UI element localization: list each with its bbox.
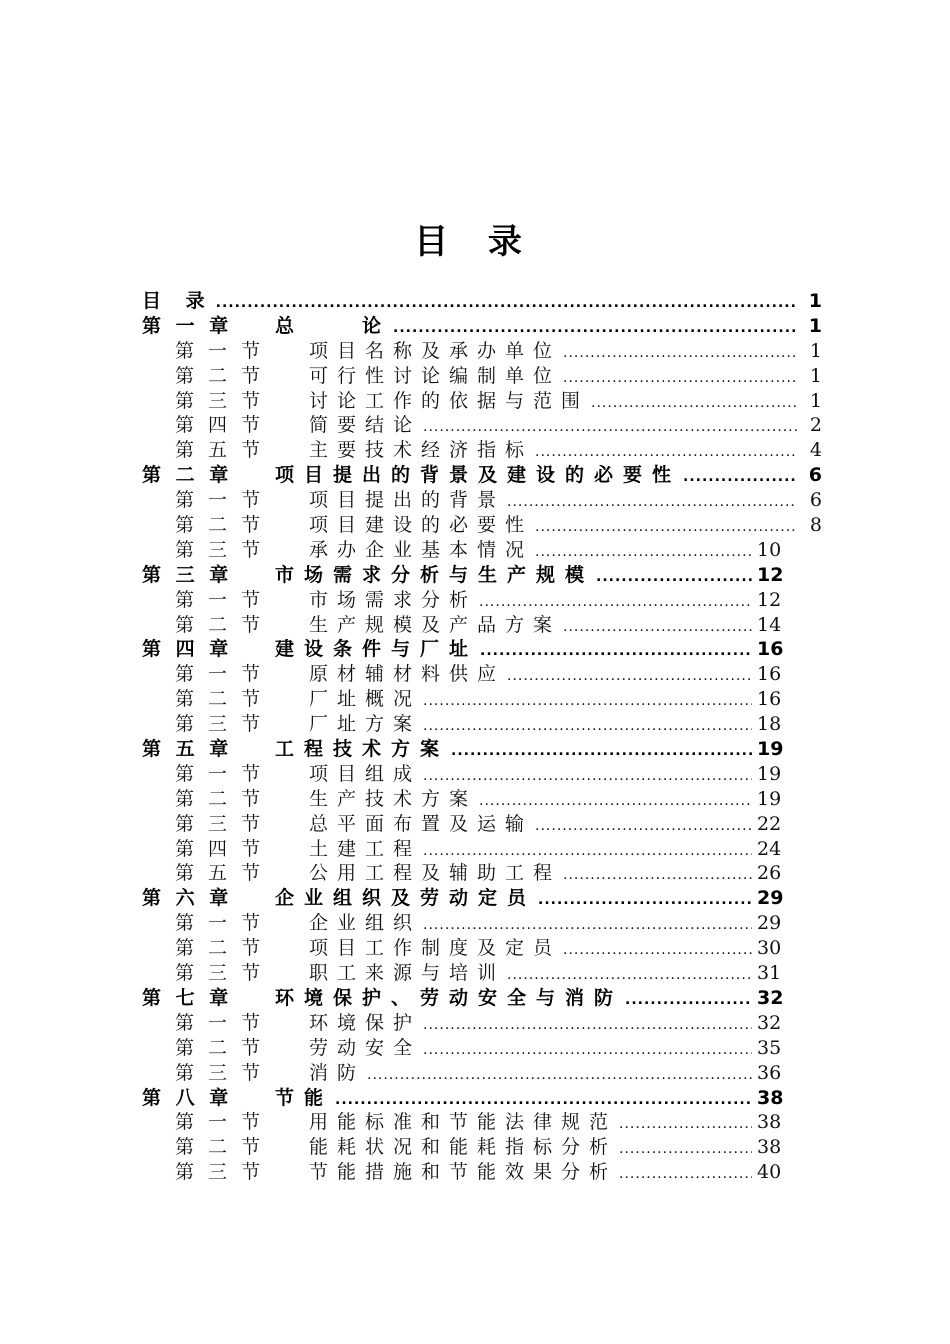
toc-entry-number: 第 二 节: [175, 1136, 265, 1159]
dot-leader: [423, 714, 752, 739]
dot-leader: [367, 1063, 752, 1088]
toc-entry-title: 消防: [309, 1061, 366, 1084]
toc-section-entry[interactable]: [142, 364, 822, 389]
dot-leader: [619, 1137, 752, 1162]
toc-entry-number: 第 一 节: [175, 339, 265, 362]
toc-page-number: 14: [757, 613, 782, 636]
dot-leader: [563, 366, 797, 391]
toc-entry-title: 项目工作制度及定员: [309, 937, 562, 960]
dot-leader: [451, 739, 752, 764]
toc-entry-number: 第 一 章: [142, 314, 233, 337]
toc-section-entry[interactable]: [142, 538, 822, 563]
toc-page-number: 1: [808, 314, 822, 337]
toc-entry-number: 第 二 节: [175, 514, 265, 537]
toc-page-number: 19: [757, 738, 784, 761]
toc-entry-number: 第 八 章: [142, 1086, 233, 1109]
toc-entry-title: 总 论: [275, 314, 392, 337]
toc-entry-title: 市场需求分析: [309, 588, 478, 611]
toc-chapter-entry[interactable]: [142, 1086, 822, 1111]
toc-page-number: 40: [757, 1161, 782, 1184]
toc-page-number: 22: [757, 812, 782, 835]
dot-leader: [625, 988, 752, 1013]
toc-entry-title: 承办企业基本情况: [309, 538, 534, 561]
toc-page-number: 16: [757, 663, 782, 686]
toc-page-number: 19: [757, 762, 782, 785]
toc-entry-number: 第 五 节: [175, 439, 265, 462]
table-of-contents: [142, 289, 822, 1185]
toc-page-number: 36: [757, 1061, 782, 1084]
toc-entry-number: 第 二 节: [175, 1036, 265, 1059]
toc-page-number: 6: [808, 464, 822, 487]
page-title: 目 录: [414, 222, 536, 262]
toc-entry-title: 项目建设的必要性: [309, 514, 534, 537]
dot-leader: [423, 764, 752, 789]
toc-section-entry[interactable]: [142, 662, 822, 687]
toc-page-number: 1: [809, 389, 822, 412]
toc-page-number: 4: [809, 439, 822, 462]
toc-entry-number: 第 一 节: [175, 1011, 265, 1034]
toc-entry-title: 企业组织及劳动定员: [275, 887, 537, 910]
toc-entry-title: 土建工程: [309, 837, 422, 860]
toc-section-entry[interactable]: [142, 438, 822, 463]
toc-entry-title: 建设条件与厂址: [275, 638, 479, 661]
toc-page-number: 32: [757, 986, 784, 1009]
toc-entry-title: 项目提出的背景: [309, 489, 506, 512]
toc-entry-number: 第 五 章: [142, 738, 233, 761]
toc-entry-title: 可行性讨论编制单位: [309, 364, 562, 387]
toc-entry-number: 第 一 节: [175, 663, 265, 686]
toc-entry-number: 第 三 章: [142, 563, 233, 586]
toc-page-number: 8: [809, 514, 822, 537]
toc-page-number: 1: [809, 364, 822, 387]
toc-section-entry[interactable]: [142, 762, 822, 787]
toc-section-entry[interactable]: [142, 389, 822, 414]
toc-page-number: 1: [809, 339, 822, 362]
toc-entry-title: 项目组成: [309, 762, 422, 785]
toc-entry-number: 第 四 节: [175, 414, 265, 437]
toc-entry-number: 第 二 节: [175, 787, 265, 810]
dot-leader: [216, 291, 797, 316]
toc-entry-title: 工程技术方案: [275, 738, 450, 761]
toc-entry-title: 节能措施和节能效果分析: [309, 1161, 618, 1184]
toc-page-number: 35: [757, 1036, 782, 1059]
toc-entry-title: 职工来源与培训: [309, 962, 506, 985]
dot-leader: [538, 888, 752, 913]
toc-entry-title: 公用工程及辅助工程: [309, 862, 562, 885]
dot-leader: [535, 814, 752, 839]
dot-leader: [480, 639, 752, 664]
dot-leader: [423, 689, 752, 714]
toc-page-number: 29: [757, 887, 784, 910]
toc-entry-number: 第 三 节: [175, 389, 265, 412]
toc-section-entry[interactable]: [142, 613, 822, 638]
toc-entry-title: 厂址方案: [309, 713, 422, 736]
toc-page-number: 26: [757, 862, 782, 885]
toc-entry-title: 目 录: [142, 290, 214, 312]
toc-page-number: 10: [757, 538, 782, 561]
dot-leader: [596, 565, 752, 590]
toc-entry-title: 能耗状况和能耗指标分析: [309, 1136, 618, 1159]
toc-entry-title: 生产规模及产品方案: [309, 613, 562, 636]
toc-page-number: 12: [757, 563, 784, 586]
dot-leader: [683, 465, 797, 490]
toc-chapter-entry[interactable]: [142, 314, 822, 339]
toc-chapter-entry[interactable]: [142, 986, 822, 1011]
toc-section-entry[interactable]: [142, 911, 822, 936]
toc-entry-title: 市场需求分析与生产规模: [275, 563, 595, 586]
dot-leader: [563, 938, 752, 963]
toc-entry-title: 项目提出的背景及建设的必要性: [275, 464, 682, 487]
dot-leader: [423, 913, 752, 938]
dot-leader: [479, 590, 752, 615]
toc-section-entry[interactable]: [142, 961, 822, 986]
toc-section-entry[interactable]: [142, 413, 822, 438]
toc-entry-title: 企业组织: [309, 912, 422, 935]
toc-entry-title: 原材辅材料供应: [309, 663, 506, 686]
toc-entry-number: 第 二 节: [175, 613, 265, 636]
toc-entry-number: 第 一 节: [175, 762, 265, 785]
toc-entry-number: 第 二 节: [175, 688, 265, 711]
toc-section-entry[interactable]: [142, 588, 822, 613]
toc-section-entry[interactable]: [142, 339, 822, 364]
toc-section-entry[interactable]: [142, 488, 822, 513]
dot-leader: [507, 490, 797, 515]
toc-entry-number: 第 五 节: [175, 862, 265, 885]
toc-section-entry[interactable]: [142, 1011, 822, 1036]
toc-entry-number: 第 七 章: [142, 986, 233, 1009]
toc-page-number: 30: [757, 937, 782, 960]
toc-entry-title: 讨论工作的依据与范围: [309, 389, 590, 412]
toc-page-number: 2: [809, 414, 822, 437]
toc-entry-number: 第 一 节: [175, 1111, 265, 1134]
toc-entry-title: 项目名称及承办单位: [309, 339, 562, 362]
dot-leader: [335, 1088, 752, 1113]
toc-top-entry[interactable]: [142, 289, 822, 314]
toc-entry-number: 第 二 章: [142, 464, 233, 487]
toc-section-entry[interactable]: [142, 812, 822, 837]
toc-entry-title: 生产技术方案: [309, 787, 478, 810]
toc-page-number: 29: [757, 912, 782, 935]
dot-leader: [507, 963, 752, 988]
toc-page-number: 18: [757, 713, 782, 736]
toc-page-number: 38: [757, 1086, 784, 1109]
toc-section-entry[interactable]: [142, 687, 822, 712]
dot-leader: [563, 341, 797, 366]
toc-page-number: 31: [757, 962, 782, 985]
dot-leader: [619, 1112, 752, 1137]
toc-entry-title: 简要结论: [309, 414, 422, 437]
toc-entry-title: 环境保护、劳动安全与消防: [275, 986, 624, 1009]
toc-section-entry[interactable]: [142, 513, 822, 538]
toc-page-number: 32: [757, 1011, 782, 1034]
dot-leader: [563, 615, 752, 640]
toc-entry-title: 主要技术经济指标: [309, 439, 534, 462]
toc-entry-title: 节能: [275, 1086, 334, 1109]
dot-leader: [535, 540, 752, 565]
toc-section-entry[interactable]: [142, 837, 822, 862]
dot-leader: [563, 863, 752, 888]
toc-entry-number: 第 六 章: [142, 887, 233, 910]
toc-entry-number: 第 三 节: [175, 812, 265, 835]
dot-leader: [535, 515, 797, 540]
toc-page-number: 1: [808, 290, 822, 312]
toc-page-number: 19: [757, 787, 782, 810]
toc-section-entry[interactable]: [142, 861, 822, 886]
toc-page-number: 16: [757, 688, 782, 711]
toc-entry-number: 第 一 节: [175, 588, 265, 611]
toc-section-entry[interactable]: [142, 1036, 822, 1061]
dot-leader: [423, 415, 797, 440]
toc-entry-title: 总平面布置及运输: [309, 812, 534, 835]
dot-leader: [393, 316, 797, 341]
toc-section-entry[interactable]: [142, 1160, 822, 1185]
toc-entry-number: 第 四 章: [142, 638, 233, 661]
toc-section-entry[interactable]: [142, 936, 822, 961]
dot-leader: [479, 789, 752, 814]
toc-page-number: 38: [757, 1136, 782, 1159]
toc-entry-number: 第 三 节: [175, 538, 265, 561]
toc-section-entry[interactable]: [142, 1110, 822, 1135]
toc-entry-title: 用能标准和节能法律规范: [309, 1111, 618, 1134]
toc-entry-number: 第 三 节: [175, 713, 265, 736]
toc-chapter-entry[interactable]: [142, 886, 822, 911]
toc-section-entry[interactable]: [142, 1135, 822, 1160]
toc-entry-number: 第 一 节: [175, 912, 265, 935]
toc-entry-title: 劳动安全: [309, 1036, 422, 1059]
toc-entry-number: 第 三 节: [175, 1061, 265, 1084]
toc-entry-number: 第 二 节: [175, 364, 265, 387]
toc-section-entry[interactable]: [142, 712, 822, 737]
toc-page-number: 16: [757, 638, 784, 661]
dot-leader: [507, 664, 752, 689]
toc-section-entry[interactable]: [142, 1061, 822, 1086]
toc-entry-number: 第 四 节: [175, 837, 265, 860]
dot-leader: [423, 1013, 752, 1038]
toc-chapter-entry[interactable]: [142, 737, 822, 762]
dot-leader: [619, 1162, 752, 1187]
toc-section-entry[interactable]: [142, 787, 822, 812]
toc-page-number: 6: [809, 489, 822, 512]
dot-leader: [591, 391, 797, 416]
toc-page-number: 24: [757, 837, 782, 860]
toc-page-number: 12: [757, 588, 782, 611]
toc-chapter-entry[interactable]: [142, 637, 822, 662]
toc-page-number: 38: [757, 1111, 782, 1134]
dot-leader: [535, 440, 797, 465]
dot-leader: [423, 839, 752, 864]
dot-leader: [423, 1038, 752, 1063]
toc-entry-number: 第 一 节: [175, 489, 265, 512]
toc-chapter-entry[interactable]: [142, 563, 822, 588]
toc-entry-number: 第 三 节: [175, 1161, 265, 1184]
toc-entry-title: 环境保护: [309, 1011, 422, 1034]
toc-entry-title: 厂址概况: [309, 688, 422, 711]
toc-chapter-entry[interactable]: [142, 463, 822, 488]
toc-entry-number: 第 二 节: [175, 937, 265, 960]
toc-entry-number: 第 三 节: [175, 962, 265, 985]
